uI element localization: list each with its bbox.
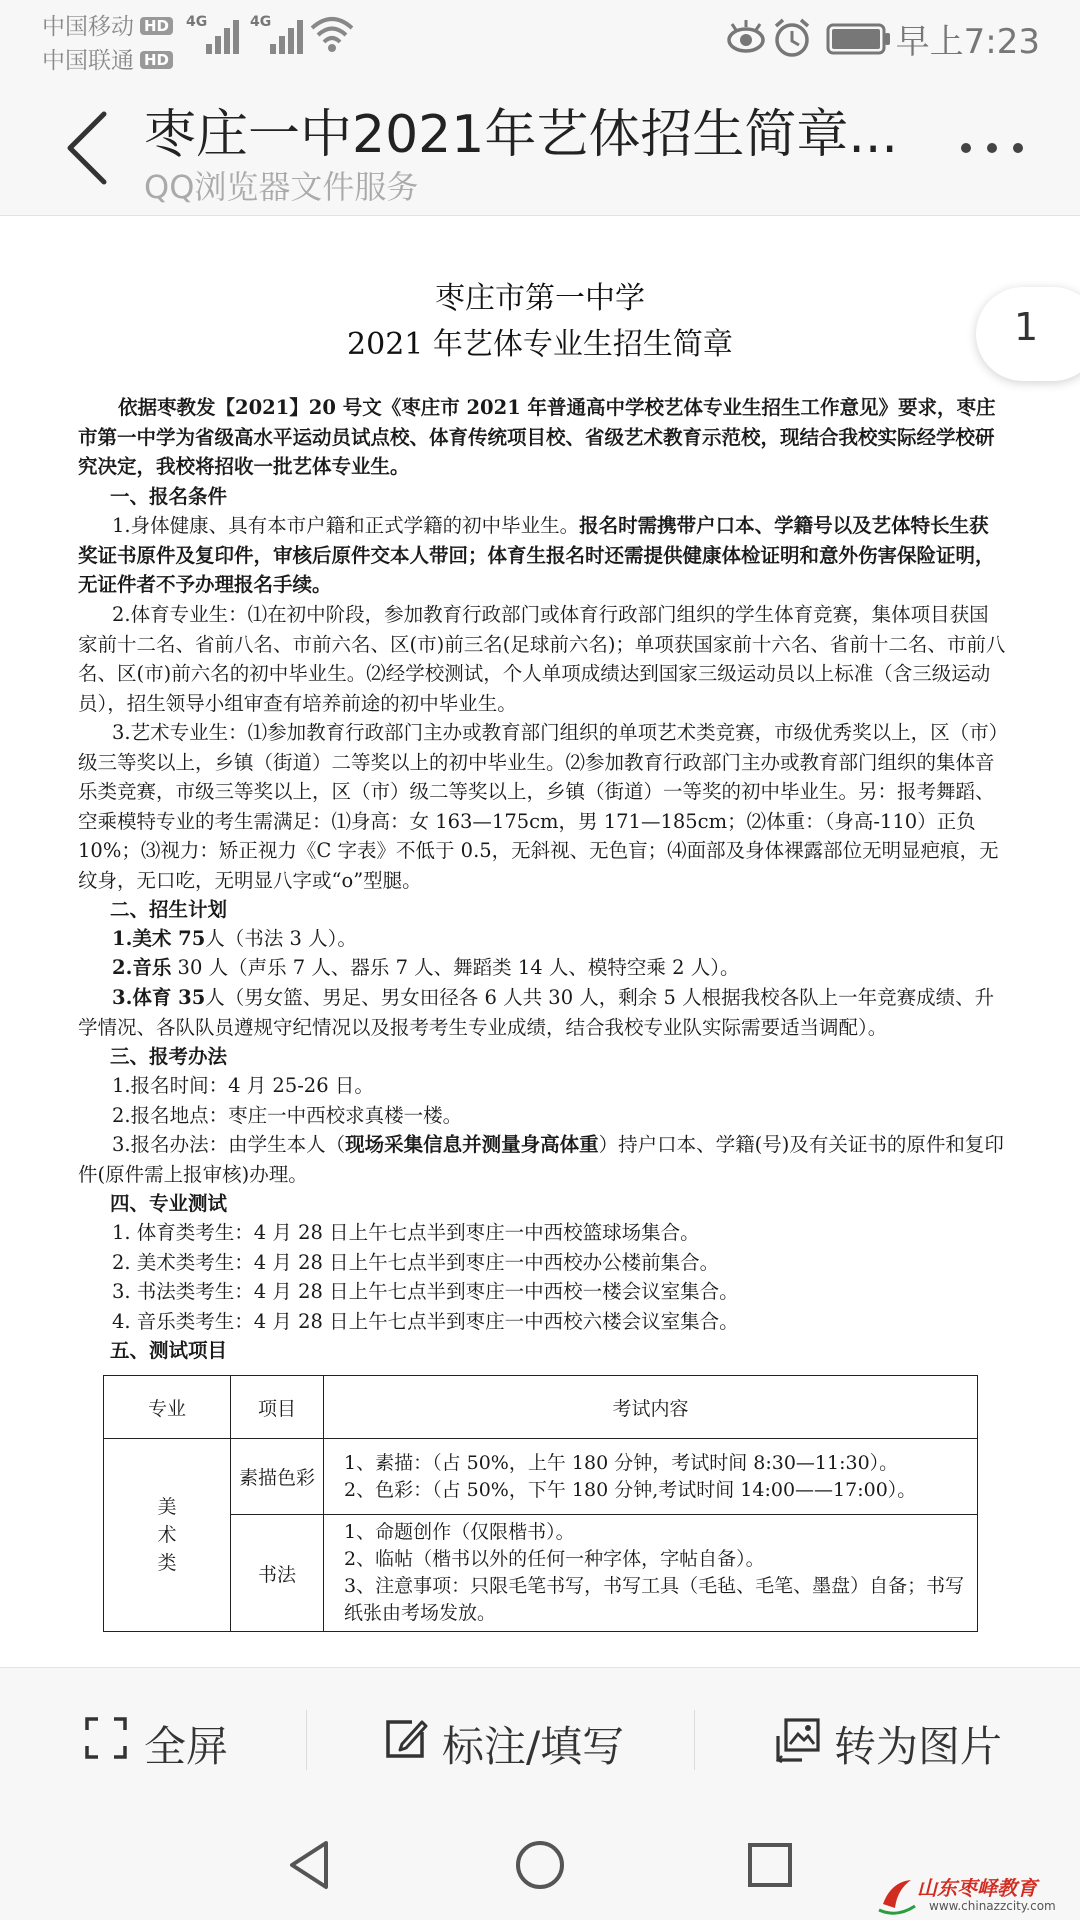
content-line: 1、素描：（占 50%，上午 180 分钟，考试时间 8:30—11:30）。 <box>344 1451 899 1474</box>
watermark-logo <box>877 1872 1072 1920</box>
status-time: 早上7:23 <box>895 22 1040 62</box>
test-music: 4. 音乐类考生：4 月 28 日上午七点半到枣庄一中西校六楼会议室集合。 <box>112 1310 739 1333</box>
doc-heading-title: 2021 年艺体专业生招生简章 <box>347 327 733 362</box>
carrier-2 <box>42 42 173 75</box>
document-source: QQ浏览器文件服务 <box>144 168 419 206</box>
hd-badge-1: HD <box>140 17 173 35</box>
watermark-text: 山东枣峄教育 <box>917 1876 1037 1900</box>
apply-method-bold: 现场采集信息并测量身高体重 <box>345 1133 599 1156</box>
table-header-item: 项目 <box>231 1376 324 1439</box>
plan-art-bold: 1.美术 75 <box>112 927 206 950</box>
table-header-row <box>104 1376 978 1439</box>
status-bar <box>0 0 1080 76</box>
battery-icon <box>826 16 892 60</box>
plan-sports <box>78 983 1008 1042</box>
alarm-icon <box>772 16 812 60</box>
title-bar <box>0 76 1080 216</box>
more-options-icon[interactable] <box>952 128 1032 168</box>
section-4-title: 四、专业测试 <box>110 1192 228 1215</box>
test-calligraphy: 3. 书法类考生：4 月 28 日上午七点半到枣庄一中西校一楼会议室集合。 <box>112 1280 739 1303</box>
page-indicator[interactable] <box>976 287 1080 381</box>
fullscreen-icon <box>84 1716 128 1760</box>
table-row <box>104 1439 978 1515</box>
wifi-icon <box>310 14 354 54</box>
signal-icon <box>186 14 246 54</box>
plan-sports-rest: 人（男女篮、男足、男女田径各 6 人共 30 人，剩余 5 人根据我校各队上一年竞赛成绩、升学情况、各队队员遵规守纪情况以及报考考生专业成绩，结合我校专业队实际需要适当调配）。 <box>78 986 995 1039</box>
carrier-1 <box>42 8 173 41</box>
doc-heading-school: 枣庄市第一中学 <box>435 281 645 316</box>
intro-paragraph: 依据枣教发【2021】20 号文《枣庄市 2021 年普通高中学校艺体专业生招生工作意见》要求，枣庄市第一中学为省级高水平运动员试点校、体育传统项目校、省级艺术教育示范校，现结合我校实际经学校研究决定，我校将招收一批艺体专业生。 <box>78 396 996 478</box>
document-title: 枣庄一中2021年艺体招生简章... <box>144 105 898 165</box>
annotate-label: 标注/填写 <box>442 1722 625 1771</box>
edit-icon <box>382 1716 428 1762</box>
fullscreen-button[interactable] <box>84 1714 284 1771</box>
section-2-title: 二、招生计划 <box>110 898 228 921</box>
table-cell-major <box>104 1439 231 1632</box>
annotate-button[interactable] <box>382 1714 672 1771</box>
page-number: 1 <box>1014 305 1039 349</box>
plan-sports-bold: 3.体育 35 <box>112 986 206 1009</box>
toolbar-divider-2 <box>694 1710 695 1770</box>
carrier-2-label: 中国联通 <box>42 48 134 74</box>
plan-music <box>112 953 1008 983</box>
content-line: 1、命题创作（仅限楷书）。 <box>344 1521 575 1543</box>
bottom-toolbar <box>0 1667 1080 1809</box>
section-3-title: 三、报考办法 <box>110 1045 228 1068</box>
plan-art-rest: 人（书法 3 人）。 <box>205 927 357 950</box>
plan-art <box>112 924 1008 954</box>
nav-recents-icon[interactable] <box>744 1837 796 1893</box>
test-sports: 1. 体育类考生：4 月 28 日上午七点半到枣庄一中西校篮球场集合。 <box>112 1221 700 1244</box>
back-arrow-icon[interactable] <box>60 108 120 188</box>
s1-p1-bold-text: 报名时需携带户口本、学籍号以及艺体特长生获奖证书原件及复印件，审核后原件交本人带回；体育生报名时还需提供健康体检证明和意外伤害保险证明，无证件者不予办理报名手续。 <box>78 514 995 596</box>
content-line: 3、注意事项：只限毛笔书写，书写工具（毛毡、毛笔、墨盘）自备；书写纸张由考场发放。 <box>344 1575 965 1624</box>
section-1-item-1 <box>78 511 1008 600</box>
table-cell-item: 素描色彩 <box>231 1439 324 1515</box>
convert-to-image-button[interactable] <box>774 1714 1034 1771</box>
eye-icon <box>726 16 766 60</box>
network-label-1: 4G <box>186 14 208 30</box>
hd-badge-2: HD <box>140 51 173 69</box>
carrier-1-label: 中国移动 <box>42 14 134 40</box>
watermark-icon <box>877 1874 917 1918</box>
nav-back-icon[interactable] <box>284 1837 334 1893</box>
content-line: 2、色彩：（占 50%，下午 180 分钟,考试时间 14:00——17:00）。 <box>344 1478 917 1501</box>
section-1-title: 一、报名条件 <box>110 485 228 508</box>
exam-table <box>103 1375 978 1632</box>
table-cell-content <box>324 1515 978 1632</box>
table-row <box>104 1515 978 1632</box>
section-1-item-3: 3.艺术专业生：⑴参加教育行政部门主办或教育部门组织的单项艺术类竞赛，市级优秀奖以上，区（市）级三等奖以上，乡镇（街道）二等奖以上的初中毕业生。⑵参加教育行政部门主办或教育部门组织的集体音乐类竞赛，市级三等奖以上，区（市）级二等奖以上，乡镇（街道）一等奖的初中毕业生。另：报考舞蹈、空乘模特专业的考生需满足：⑴身高：女 163—175cm，男 171—185cm；⑵体重：（身高-110）正负 10%；⑶视力：矫正视力《C 字表》不低于 0.5，无斜视、无色盲；⑷面部及身体裸露部位无明显疤痕，无纹身，无口吃，无明显八字或“o”型腿。 <box>78 721 999 892</box>
apply-time: 1.报名时间：4 月 25-26 日。 <box>112 1074 374 1097</box>
test-art: 2. 美术类考生：4 月 28 日上午七点半到枣庄一中西校办公楼前集合。 <box>112 1251 720 1274</box>
section-5-title: 五、测试项目 <box>110 1339 228 1362</box>
s1-p1-text: 1.身体健康、具有本市户籍和正式学籍的初中毕业生。 <box>112 514 580 537</box>
apply-location: 2.报名地点：枣庄一中西校求真楼一楼。 <box>112 1104 463 1127</box>
table-cell-item: 书法 <box>231 1515 324 1632</box>
toolbar-divider-1 <box>306 1710 307 1770</box>
section-1-item-2: 2.体育专业生：⑴在初中阶段，参加教育行政部门或体育行政部门组织的学生体育竞赛，集体项目获国家前十二名、省前八名、市前六名、区(市)前三名(足球前六名)；单项获国家前十六名、省前十二名、市前八名、区(市)前六名的初中毕业生。⑵经学校测试，个人单项成绩达到国家三级运动员以上标准（含三级运动员），招生领导小组审查有培养前途的初中毕业生。 <box>78 603 1006 715</box>
apply-method-b: ）持户口本、学籍(号)及有关证书的原件和复印件(原件需上报审核)办理。 <box>78 1133 1004 1186</box>
table-cell-content <box>324 1439 978 1515</box>
network-label-2: 4G <box>250 14 272 30</box>
plan-music-rest: 30 人（声乐 7 人、器乐 7 人、舞蹈类 14 人、模特空乘 2 人）。 <box>171 956 740 979</box>
convert-to-image-label: 转为图片 <box>834 1722 1003 1771</box>
apply-method <box>78 1130 1008 1189</box>
nav-home-icon[interactable] <box>512 1837 568 1893</box>
table-header-major: 专业 <box>104 1376 231 1439</box>
image-convert-icon <box>774 1716 822 1764</box>
table-header-content: 考试内容 <box>324 1376 978 1439</box>
major-label: 美术类 <box>157 1496 177 1574</box>
signal-icon-2 <box>250 14 310 54</box>
watermark-url: www.chinazzcity.com <box>929 1899 1056 1913</box>
document-page[interactable] <box>0 217 1080 1667</box>
content-line: 2、临帖（楷书以外的任何一种字体，字帖自备）。 <box>344 1548 765 1570</box>
plan-music-bold: 2.音乐 <box>112 956 172 979</box>
fullscreen-label: 全屏 <box>144 1722 229 1771</box>
apply-method-a: 3.报名办法：由学生本人（ <box>112 1133 346 1156</box>
